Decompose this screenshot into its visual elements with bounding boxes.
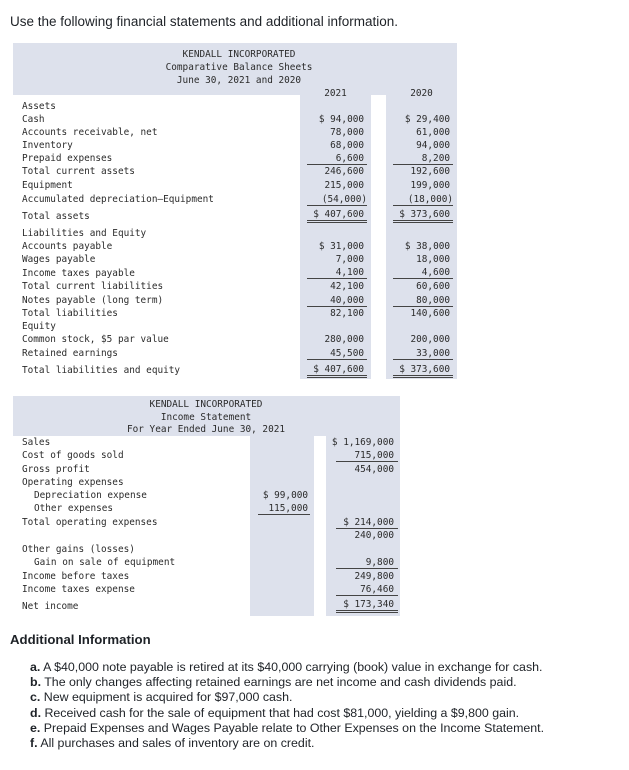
tle-double-underline-2020 xyxy=(393,375,453,378)
tax-label: Income taxes expense xyxy=(22,584,135,595)
tle-2021: $ 407,600 xyxy=(313,364,364,375)
tax-value: 76,460 xyxy=(360,584,394,595)
prepaid-2021: 6,600 xyxy=(335,153,364,164)
opex-header: Operating expenses xyxy=(22,477,124,488)
equipment-2020: 199,000 xyxy=(410,180,450,191)
tcl-2021: 42,100 xyxy=(330,281,364,292)
tle-double-underline-2021 xyxy=(307,375,367,378)
equipment-2021: 215,000 xyxy=(324,180,364,191)
tle-label: Total liabilities and equity xyxy=(22,365,181,376)
tca-label: Total current assets xyxy=(22,166,135,177)
tl-2020: 140,600 xyxy=(410,308,450,319)
ar-2021: 78,000 xyxy=(330,127,364,138)
ap-label: Accounts payable xyxy=(22,241,113,252)
prepaid-2020: 8,200 xyxy=(421,153,450,164)
inventory-label: Inventory xyxy=(22,140,73,151)
ar-label: Accounts receivable, net xyxy=(22,127,158,138)
list-item: c. New equipment is acquired for $97,000 cash. xyxy=(30,690,293,705)
cash-label: Cash xyxy=(22,114,45,125)
ar-2020: 61,000 xyxy=(416,127,450,138)
ni-value: $ 173,340 xyxy=(343,599,394,610)
other-value: 115,000 xyxy=(268,503,308,514)
cogs-underline xyxy=(336,461,398,462)
ta-2020: $ 373,600 xyxy=(399,209,450,220)
dep-label: Depreciation expense xyxy=(34,490,147,501)
ta-2021: $ 407,600 xyxy=(313,209,364,220)
intro-text: Use the following financial statements and additional information. xyxy=(10,14,398,29)
total-opex-label: Total operating expenses xyxy=(22,517,158,528)
bs-date: June 30, 2021 and 2020 xyxy=(176,75,302,86)
common-2020: 200,000 xyxy=(410,334,450,345)
accum-underline-2021 xyxy=(307,205,367,206)
after-opex-value: 240,000 xyxy=(354,530,394,541)
taxes-2021: 4,100 xyxy=(335,267,364,278)
total-opex-value: $ 214,000 xyxy=(343,517,394,528)
tle-2020: $ 373,600 xyxy=(399,364,450,375)
retained-2021: 45,500 xyxy=(330,348,364,359)
notes-label: Notes payable (long term) xyxy=(22,295,164,306)
retained-label: Retained earnings xyxy=(22,348,118,359)
is-title: Income Statement xyxy=(160,412,252,423)
ap-2021: $ 31,000 xyxy=(318,241,364,252)
accum-label: Accumulated depreciation—Equipment xyxy=(22,194,214,205)
equipment-label: Equipment xyxy=(22,180,73,191)
ibt-value: 249,800 xyxy=(354,571,394,582)
tax-underline xyxy=(336,595,398,596)
gains-header: Other gains (losses) xyxy=(22,544,135,555)
bs-col-2021: 2021 xyxy=(324,88,347,99)
is-second-col-panel xyxy=(326,396,400,616)
retained-2020: 33,000 xyxy=(416,348,450,359)
sales-value: $ 1,169,000 xyxy=(331,437,394,448)
wages-2021: 7,000 xyxy=(335,254,364,265)
notes-underline-2020 xyxy=(393,306,453,307)
cash-2021: $ 94,000 xyxy=(318,114,364,125)
cogs-label: Cost of goods sold xyxy=(22,450,124,461)
cash-2020: $ 29,400 xyxy=(404,114,450,125)
accum-2020: (18,000) xyxy=(407,194,453,205)
is-company: KENDALL INCORPORATED xyxy=(149,399,263,410)
gain-value: 9,800 xyxy=(365,557,394,568)
tca-2020: 192,600 xyxy=(410,166,450,177)
list-item: f. All purchases and sales of inventory are on credit. xyxy=(30,736,315,751)
accum-underline-2020 xyxy=(393,205,453,206)
wages-2020: 18,000 xyxy=(416,254,450,265)
ni-double-underline xyxy=(336,610,398,613)
ta-label: Total assets xyxy=(22,211,90,222)
notes-2021: 40,000 xyxy=(330,295,364,306)
cogs-value: 715,000 xyxy=(354,450,394,461)
list-item: d. Received cash for the sale of equipment that had cost $81,000, yielding a $9,800 gain. xyxy=(30,705,520,720)
is-period: For Year Ended June 30, 2021 xyxy=(126,424,286,435)
gross-value: 454,000 xyxy=(354,464,394,475)
taxes-label: Income taxes payable xyxy=(22,268,135,279)
ibt-label: Income before taxes xyxy=(22,571,130,582)
wages-label: Wages payable xyxy=(22,254,96,265)
equity-header: Equity xyxy=(22,321,56,332)
tl-label: Total liabilities xyxy=(22,308,118,319)
assets-header: Assets xyxy=(22,101,56,112)
prepaid-label: Prepaid expenses xyxy=(22,153,113,164)
gross-label: Gross profit xyxy=(22,464,90,475)
accum-2021: (54,000) xyxy=(321,194,367,205)
common-label: Common stock, $5 par value xyxy=(22,334,169,345)
ap-2020: $ 38,000 xyxy=(404,241,450,252)
other-label: Other expenses xyxy=(34,503,114,514)
list-item: b. The only changes affecting retained earnings are net income and cash dividends paid. xyxy=(30,675,517,690)
common-2021: 280,000 xyxy=(324,334,364,345)
le-header: Liabilities and Equity xyxy=(22,228,147,239)
list-item: a. A $40,000 note payable is retired at its $40,000 carrying (book) value in exchange for cash. xyxy=(30,660,543,674)
notes-2020: 80,000 xyxy=(416,295,450,306)
sales-label: Sales xyxy=(22,437,51,448)
retained-underline-2020 xyxy=(393,359,453,360)
ta-double-underline-2020 xyxy=(393,220,453,223)
tcl-2020: 60,600 xyxy=(416,281,450,292)
prepaid-underline-2021 xyxy=(307,164,367,165)
bs-title: Comparative Balance Sheets xyxy=(165,62,313,73)
bs-company: KENDALL INCORPORATED xyxy=(182,49,296,60)
gain-underline xyxy=(336,568,398,569)
additional-info-title: Additional Information xyxy=(10,632,151,647)
list-item: e. Prepaid Expenses and Wages Payable relate to Other Expenses on the Income Statement. xyxy=(30,720,545,735)
notes-underline-2021 xyxy=(307,306,367,307)
gain-label: Gain on sale of equipment xyxy=(34,557,176,568)
prepaid-underline-2020 xyxy=(393,164,453,165)
inventory-2020: 94,000 xyxy=(416,140,450,151)
ta-double-underline-2021 xyxy=(307,220,367,223)
dep-value: $ 99,000 xyxy=(262,490,308,501)
tl-2021: 82,100 xyxy=(330,308,364,319)
bs-col-2020: 2020 xyxy=(410,88,433,99)
additional-info-list xyxy=(30,660,625,751)
inventory-2021: 68,000 xyxy=(330,140,364,151)
ni-label: Net income xyxy=(22,601,79,612)
taxes-2020: 4,600 xyxy=(421,267,450,278)
taxes-underline-2021 xyxy=(307,278,367,279)
taxes-underline-2020 xyxy=(393,278,453,279)
tca-2021: 246,600 xyxy=(324,166,364,177)
other-underline xyxy=(258,514,310,515)
tcl-label: Total current liabilities xyxy=(22,281,164,292)
retained-underline-2021 xyxy=(307,359,367,360)
total-opex-underline xyxy=(336,528,398,529)
